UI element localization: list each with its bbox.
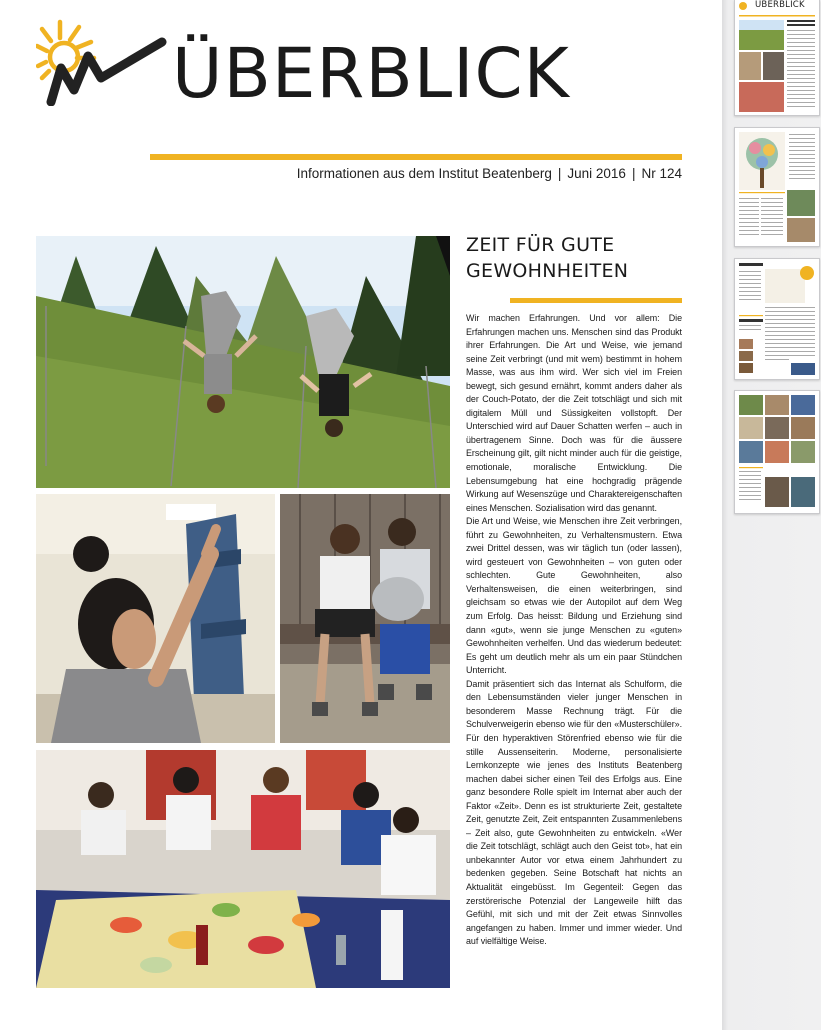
page-thumbnail-4[interactable]: [734, 390, 820, 514]
publisher-text: Informationen aus dem Institut Beatenberg: [296, 166, 552, 181]
page-thumbnail-sidebar: [722, 0, 821, 1030]
issue-number: Nr 124: [641, 166, 682, 181]
thumbnail-masthead: ÜBERBLICK: [755, 0, 805, 10]
headline-rule: [510, 298, 682, 303]
masthead-title: ÜBERBLICK: [172, 34, 570, 114]
issue-date: Juni 2016: [567, 166, 626, 181]
article-paragraph: Wir machen Erfahrungen. Und vor allem: Die Erfahrungen machen uns. Menschen sind das Produkt ihrer Erfahrungen. Die Art und Weise, wie jemand seine Zeit verbringt (und mit wem) bestimmt in hohem Masse, was aus ihm wird. Wer sich viel im Freien bewegt, sich gesund ernährt, kommt anders daher als der Couch-Potato, der die Zeit totschlägt und sich mit digitalem Müll und Süssigkeiten vollstopft. Der Unterschied wird auf Dauer Schatten werfen – auch in übertragenem Sinne. Doch was für die äussere Erscheinung gilt, gilt nicht minder auch für die geistige, emotionale, moralische Entwicklung. Die Lebensumgebung hat eine hochgradig prägende Wirkung auf Wesenszüge und Charaktereigenschaften eines Menschen. Sozialisation wird das genannt.: [466, 313, 682, 513]
article-body: [466, 312, 682, 949]
separator: |: [557, 166, 562, 181]
page-thumbnail-1[interactable]: [734, 0, 820, 116]
photo-backflips: [36, 236, 450, 488]
photo-boys-with-pot: [280, 494, 450, 743]
page-thumbnail-3[interactable]: [734, 258, 820, 380]
headline-line-1: ZEIT FÜR GUTE: [466, 234, 615, 256]
photo-girl-writing: [36, 494, 275, 743]
sun-logo-icon: [36, 16, 171, 106]
headline-line-2: GEWOHNHEITEN: [466, 260, 629, 282]
masthead-rule: [150, 154, 682, 160]
article-paragraph: Damit präsentiert sich das Internat als Schulform, die den Lebensumständen vieler junger Menschen in besonderem Masse Rechnung trägt. Für die Schulverweigerin ebenso wie für den «Musterschüler». Für den hyperaktiven Störenfried ebenso wie für die stille Aussenseiterin. Moderne, personalisierte Lernkonzepte wie jenes des Instituts Beatenberg machen dabei sicher einen Teil des Erfolgs aus. Eine ganz besondere Rolle spielt im Internat aber auch der Faktor «Zeit». Denn es ist strukturierte Zeit, gestaltete Zeit, genutzte Zeit, Zeit entspannten Zusammenlebens – Zeit also, gute Gewohnheiten zu entwickeln. «Wer die Zeit totschlägt, schlägt auch den Geist tot», hat ein unbekannter Autor vor etwa einem Jahrhundert zu bedenken gegeben. Seine Botschaft hat nichts an Aktualität eingebüsst. Im Gegenteil: Gegen das zerstörerische Potenzial der Langeweile hilft das Gefühl, mit sich und mit der Zeit etwas Sinnvolles angefangen zu haben. Immer und immer wieder. Und auf vielfältige Weise.: [466, 678, 682, 947]
article-paragraph: Die Art und Weise, wie Menschen ihre Zeit verbringen, führt zu Gewohnheiten, zu Verhaltensmustern. Etwa zwei Drittel dessen, was wir täglich tun (oder lassen), wird gesteuert von Gewohnheiten – von guten oder schlechten. Gute Gewohnheiten, also Verhaltensweisen, die einen weiterbringen, sind gleichsam so etwas wie der Autopilot auf dem Weg zum Erfolg. Das heisst: Bildung und Erziehung sind dann «gut», wenn sie junge Menschen zu «guten» Gewohnheiten verhelfen. Und das wiederum bedeutet: Es geht um deutlich mehr als um ein paar Stündchen Unterricht.: [466, 516, 682, 676]
photo-group-meal: [36, 750, 450, 988]
separator: |: [631, 166, 636, 181]
article-headline: [466, 232, 682, 284]
page-thumbnail-2[interactable]: [734, 127, 820, 247]
issue-info-line: [150, 166, 682, 181]
